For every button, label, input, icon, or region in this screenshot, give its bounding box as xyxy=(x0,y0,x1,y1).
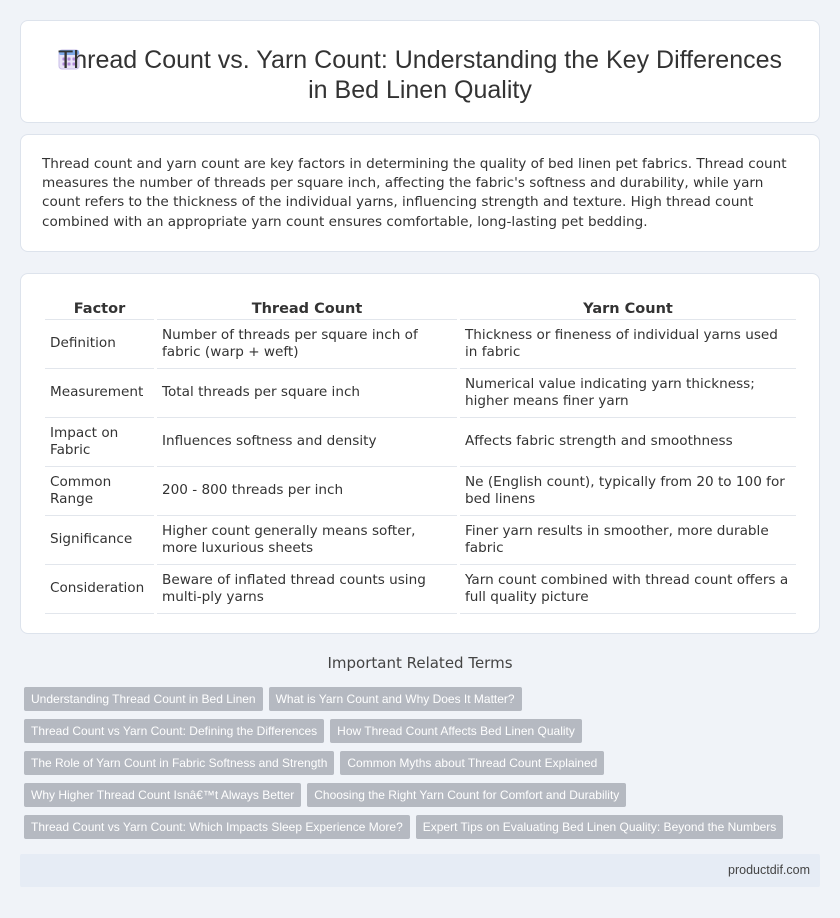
related-terms-row xyxy=(24,687,814,719)
thread-count-cell: Influences softness and density xyxy=(157,418,457,467)
thread-count-cell: Total threads per square inch xyxy=(157,369,457,418)
factor-cell: Measurement xyxy=(45,369,154,418)
header-yarn-count: Yarn Count xyxy=(460,294,796,320)
header-factor: Factor xyxy=(45,294,154,320)
comparison-table xyxy=(42,294,799,614)
yarn-count-cell: Affects fabric strength and smoothness xyxy=(460,418,796,467)
page-title-line-2: in Bed Linen Quality xyxy=(308,76,532,104)
thread-count-cell: Beware of inflated thread counts using multi-ply yarns xyxy=(157,565,457,614)
factor-cell: Significance xyxy=(45,516,154,565)
thread-count-cell: Number of threads per square inch of fabric (warp + weft) xyxy=(157,320,457,369)
intro-paragraph: Thread count and yarn count are key factors in determining the quality of bed linen pet fabrics. Thread count measures the number of threads per square inch, affecting the fabric's softness and durability, while yarn count refers to the thickness of the individual yarns, influencing strength and texture. High thread count combined with an appropriate yarn count ensures comfortable, long-lasting pet bedding. xyxy=(42,156,787,230)
factor-cell: Common Range xyxy=(45,467,154,516)
related-terms-row xyxy=(24,751,814,783)
related-term-link[interactable]: How Thread Count Affects Bed Linen Quality xyxy=(330,719,582,743)
related-terms-row xyxy=(24,815,814,847)
table-header-row xyxy=(45,294,796,320)
factor-cell: Definition xyxy=(45,320,154,369)
yarn-count-cell: Finer yarn results in smoother, more durable fabric xyxy=(460,516,796,565)
yarn-count-cell: Thickness or fineness of individual yarns used in fabric xyxy=(460,320,796,369)
related-term-link[interactable]: Common Myths about Thread Count Explained xyxy=(340,751,604,775)
related-term-link[interactable]: Expert Tips on Evaluating Bed Linen Quality: Beyond the Numbers xyxy=(416,815,784,839)
thread-count-cell: 200 - 800 threads per inch xyxy=(157,467,457,516)
comparison-table-card xyxy=(20,273,820,634)
table-row xyxy=(45,516,796,565)
related-terms-heading: Important Related Terms xyxy=(327,654,513,672)
related-term-link[interactable]: Understanding Thread Count in Bed Linen xyxy=(24,687,263,711)
table-row xyxy=(45,467,796,516)
yarn-count-cell: Yarn count combined with thread count offers a full quality picture xyxy=(460,565,796,614)
footer-site-link[interactable]: productdif.com xyxy=(728,863,810,877)
table-row xyxy=(45,369,796,418)
page-title-line-1: Thread Count vs. Yarn Count: Understanding the Key Differences xyxy=(57,46,783,74)
factor-cell: Consideration xyxy=(45,565,154,614)
table-row xyxy=(45,565,796,614)
factor-cell: Impact on Fabric xyxy=(45,418,154,467)
related-term-link[interactable]: Why Higher Thread Count Isnâ€™t Always Better xyxy=(24,783,301,807)
related-term-link[interactable]: The Role of Yarn Count in Fabric Softness and Strength xyxy=(24,751,334,775)
related-term-link[interactable]: Choosing the Right Yarn Count for Comfort and Durability xyxy=(307,783,626,807)
related-term-link[interactable]: What is Yarn Count and Why Does It Matter? xyxy=(269,687,522,711)
related-terms-list xyxy=(24,687,814,847)
related-term-link[interactable]: Thread Count vs Yarn Count: Which Impacts Sleep Experience More? xyxy=(24,815,410,839)
header-thread-count: Thread Count xyxy=(157,294,457,320)
thread-count-cell: Higher count generally means softer, more luxurious sheets xyxy=(157,516,457,565)
table-row xyxy=(45,320,796,369)
table-row xyxy=(45,418,796,467)
intro-card xyxy=(20,134,820,252)
header-card xyxy=(20,20,820,123)
yarn-count-cell: Numerical value indicating yarn thickness; higher means finer yarn xyxy=(460,369,796,418)
yarn-count-cell: Ne (English count), typically from 20 to 100 for bed linens xyxy=(460,467,796,516)
related-terms-row xyxy=(24,783,814,815)
related-term-link[interactable]: Thread Count vs Yarn Count: Defining the Differences xyxy=(24,719,324,743)
footer-bar xyxy=(20,854,820,887)
related-terms-row xyxy=(24,719,814,751)
page-title xyxy=(21,45,819,105)
